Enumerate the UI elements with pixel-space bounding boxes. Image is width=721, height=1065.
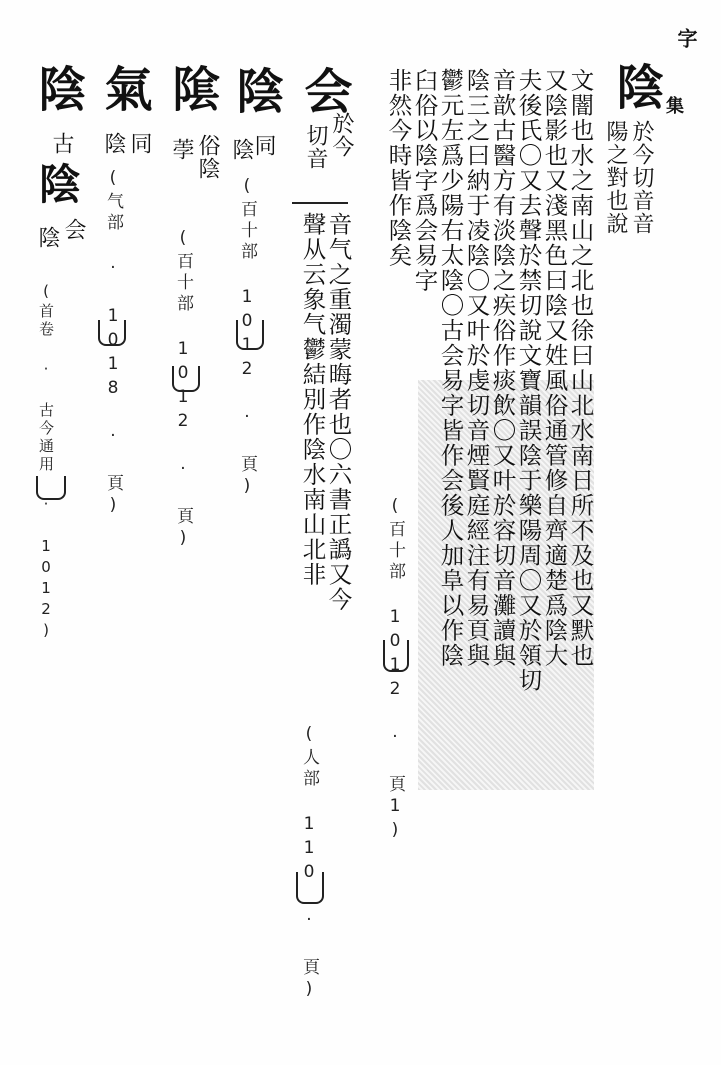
entry-body-line: 非然今時皆作陰矣: [384, 68, 413, 268]
entry-head-char: 陰: [608, 62, 664, 110]
entry-body-line: 夫後氏〇又去聲於禁切說文寶韻誤陰于樂陽周〇又於領切: [514, 68, 543, 693]
entry-subtitle-line: 切音: [303, 124, 328, 170]
entry-body-line: 臼俗以陰字爲会易字: [410, 68, 439, 293]
entry-subtitle-line: 於今切音音: [629, 120, 654, 235]
entry-subtitle-line: 於今: [329, 112, 354, 158]
entry-variant-char: 陰: [35, 226, 60, 249]
entry-divider: [292, 202, 348, 204]
note-bracket: [236, 320, 264, 350]
entry-head-char: 陰: [228, 66, 284, 114]
handwritten-reference-note: (百十部 1012 · 頁): [237, 176, 257, 500]
entry-subtitle-line: 俗陰: [195, 134, 220, 180]
entry-head-char: 会: [296, 66, 352, 114]
entry-subtitle-line: 同: [251, 134, 276, 157]
page-header-char-1: 字: [674, 28, 698, 48]
note-bracket: [172, 366, 200, 392]
note-bracket: [36, 476, 66, 500]
note-bracket: [296, 872, 324, 904]
entry-lead-char: 陰: [229, 138, 254, 161]
entry-subtitle-line: 古: [49, 132, 74, 155]
entry-body-line: 鬱元左爲少陽右太陰〇古会易字皆作会後人加阜以作陰: [436, 68, 465, 668]
entry-head-char: 氣: [96, 64, 152, 112]
entry-body-line: 音气之重濁蒙晦者也〇六書正譌又今: [324, 212, 353, 612]
entry-body-line: 聲从云象气鬱結別作陰水南山北非: [298, 212, 327, 587]
entry-head-char: 陰: [30, 64, 86, 112]
entry-body-line: 又陰影也又淺黑色曰陰又姓風俗通管修自齊適楚爲陰大: [540, 68, 569, 668]
entry-body-line: 音歆古醫方有淡陰之疾俗作痰飲〇又叶於容切音灘讀與: [488, 68, 517, 668]
entry-variant-char: 会: [61, 218, 86, 241]
entry-lead-char: 陰: [101, 132, 126, 155]
handwritten-reference-note: (首卷 · 古今通用 · 1012): [37, 282, 55, 642]
handwritten-reference-note: (气部 · 1018 · 頁): [103, 168, 123, 519]
note-bracket: [383, 640, 409, 672]
entry-variant-char: 陰: [33, 162, 82, 204]
entry-subtitle-line: 同: [127, 132, 152, 155]
entry-body-line: 文闇也水之南山之北也徐曰山北水南日所不及也又默也: [566, 68, 595, 668]
handwritten-reference-note: (人部 110 · 頁): [299, 724, 319, 1003]
page-header-char-2: 集: [663, 96, 684, 114]
entry-body-line: 陰三之曰納于凌陰〇又叶於虔切音煙賢庭經注有易頁與: [462, 68, 491, 668]
handwritten-reference-note: (百十部 1012 · 頁1): [385, 496, 405, 844]
note-bracket: [98, 320, 126, 346]
entry-lead-char: 荸: [169, 138, 194, 161]
handwritten-reference-note: (百十部 1012 · 頁): [173, 228, 193, 552]
entry-subtitle-line: 陽之對也說: [603, 120, 628, 235]
entry-head-char: 隂: [164, 64, 220, 112]
